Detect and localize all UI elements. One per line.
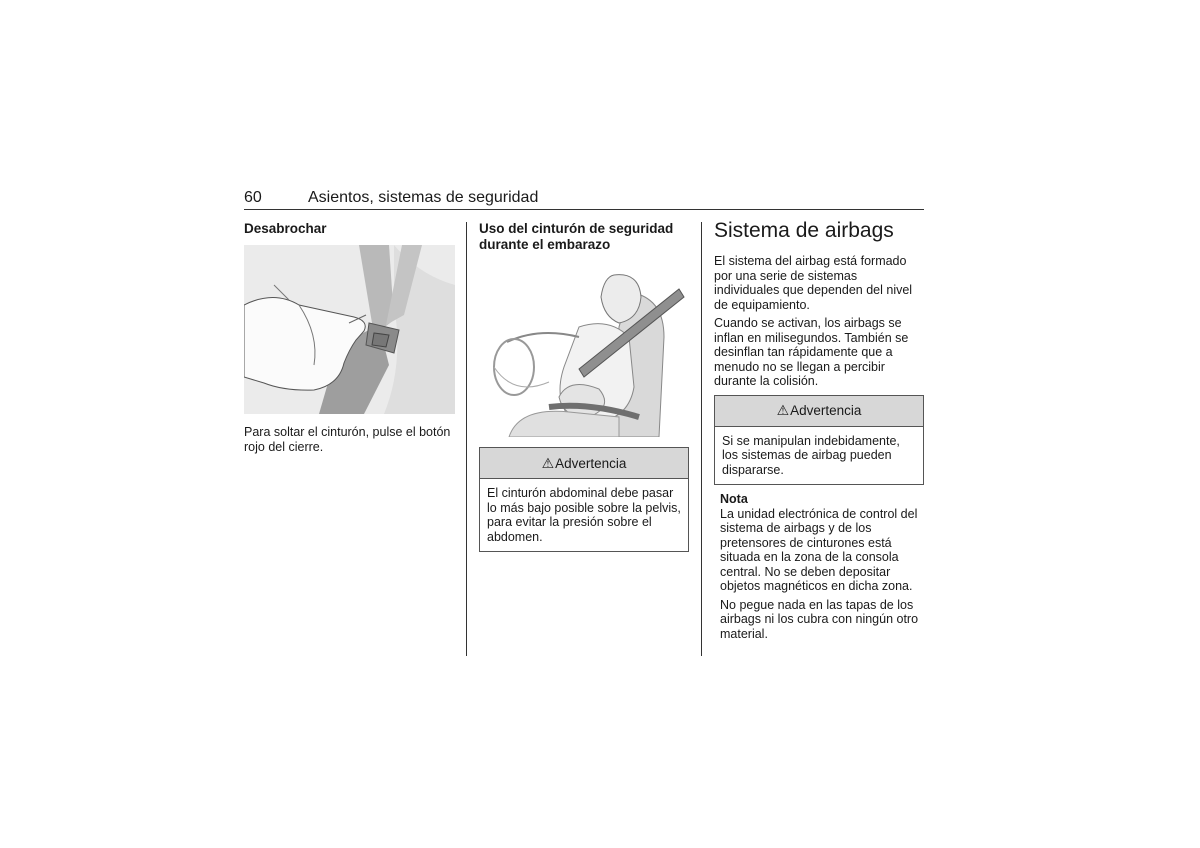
column-unbuckle <box>244 218 456 454</box>
warning-title: Advertencia <box>790 403 862 418</box>
warning-header <box>480 448 688 479</box>
warning-triangle-icon: ⚠ <box>541 454 555 471</box>
warning-title: Advertencia <box>555 455 627 471</box>
column-divider <box>701 222 702 656</box>
section-title: Asientos, sistemas de seguridad <box>308 189 539 206</box>
page-number: 60 <box>244 189 262 206</box>
note-text: La unidad electrónica de control del sistema de airbags y de los pretensores de cinturones está situada en la zona de la consola central. No se deben depositar objetos magnéticos en dicha zona. <box>720 506 918 593</box>
airbags-paragraph-3: No pegue nada en las tapas de los airbags ni los cubra con ningún otro material. <box>720 597 919 641</box>
page-header <box>244 188 924 210</box>
unbuckle-caption: Para soltar el cinturón, pulse el botón rojo del cierre. <box>244 425 451 454</box>
warning-triangle-icon: ⚠ <box>776 402 790 418</box>
note-block <box>714 492 924 641</box>
pregnancy-warning-box <box>479 447 689 552</box>
airbags-warning-box <box>714 395 924 486</box>
pregnancy-heading: Uso del cinturón de seguridad durante el embarazo <box>479 221 674 252</box>
airbags-paragraph-2: Cuando se activan, los airbags se inflan en milisegundos. También se desinflan tan rápidamente que a menudo no se llegan a percibir durante la colisión. <box>714 316 909 388</box>
warning-text: Si se manipulan indebidamente, los sistemas de airbag pueden dispararse. <box>722 433 900 477</box>
unbuckle-illustration <box>244 245 455 414</box>
column-airbags <box>714 218 924 641</box>
column-divider <box>466 222 467 656</box>
pregnancy-illustration <box>479 267 689 437</box>
warning-text: El cinturón abdominal debe pasar lo más bajo posible sobre la pelvis, para evitar la presión sobre el abdomen. <box>487 486 681 544</box>
column-pregnancy <box>479 218 689 552</box>
warning-header <box>715 396 923 427</box>
note-label: Nota <box>720 492 748 506</box>
unbuckle-heading: Desabrochar <box>244 221 327 236</box>
airbags-paragraph-1: El sistema del airbag está formado por una serie de sistemas individuales que dependen del nivel de equipamiento. <box>714 254 913 312</box>
airbags-title: Sistema de airbags <box>714 219 894 242</box>
